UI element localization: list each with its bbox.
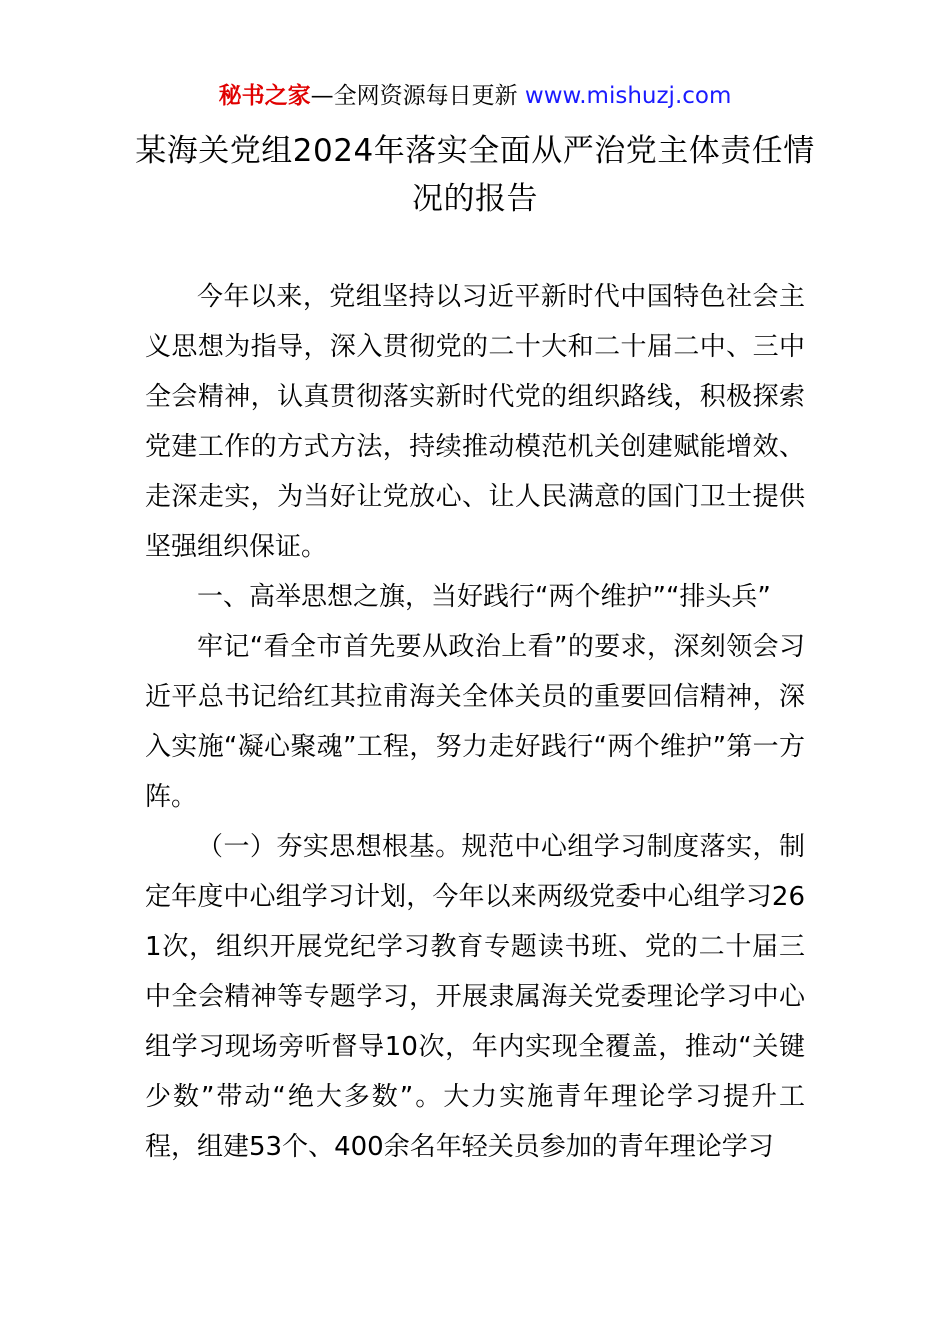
site-url-link[interactable]: www.mishuzj.com (524, 83, 732, 109)
document-body (145, 272, 805, 1172)
document-title: 某海关党组2024年落实全面从严治党主体责任情况的报告 (135, 133, 815, 217)
section-heading-1: 一、高举思想之旗，当好践行“两个维护”“排头兵” (197, 582, 771, 612)
paragraph-section-1: 牢记“看全市首先要从政治上看”的要求，深刻领会习近平总书记给红其拉甫海关全体关员的重要回信精神，深入实施“凝心聚魂”工程，努力走好践行“两个维护”第一方阵。 (145, 632, 805, 812)
paragraph-intro: 今年以来，党组坚持以习近平新时代中国特色社会主义思想为指导，深入贯彻党的二十大和二十届二中、三中全会精神，认真贯彻落实新时代党的组织路线，积极探索党建工作的方式方法，持续推动模范机关创建赋能增效、走深走实，为当好让党放心、让人民满意的国门卫士提供坚强组织保证。 (145, 282, 805, 562)
paragraph-subsection-1: （一）夯实思想根基。规范中心组学习制度落实，制定年度中心组学习计划，今年以来两级党委中心组学习261次，组织开展党纪学习教育专题读书班、党的二十届三中全会精神等专题学习，开展隶属海关党委理论学习中心组学习现场旁听督导10次，年内实现全覆盖，推动“关键少数”带动“绝大多数”。大力实施青年理论学习提升工程，组建53个、400余名年轻关员参加的青年理论学习 (145, 832, 805, 1162)
site-tagline: —全网资源每日更新 (310, 83, 518, 109)
site-name: 秘书之家 (218, 83, 311, 109)
site-header (0, 80, 950, 112)
